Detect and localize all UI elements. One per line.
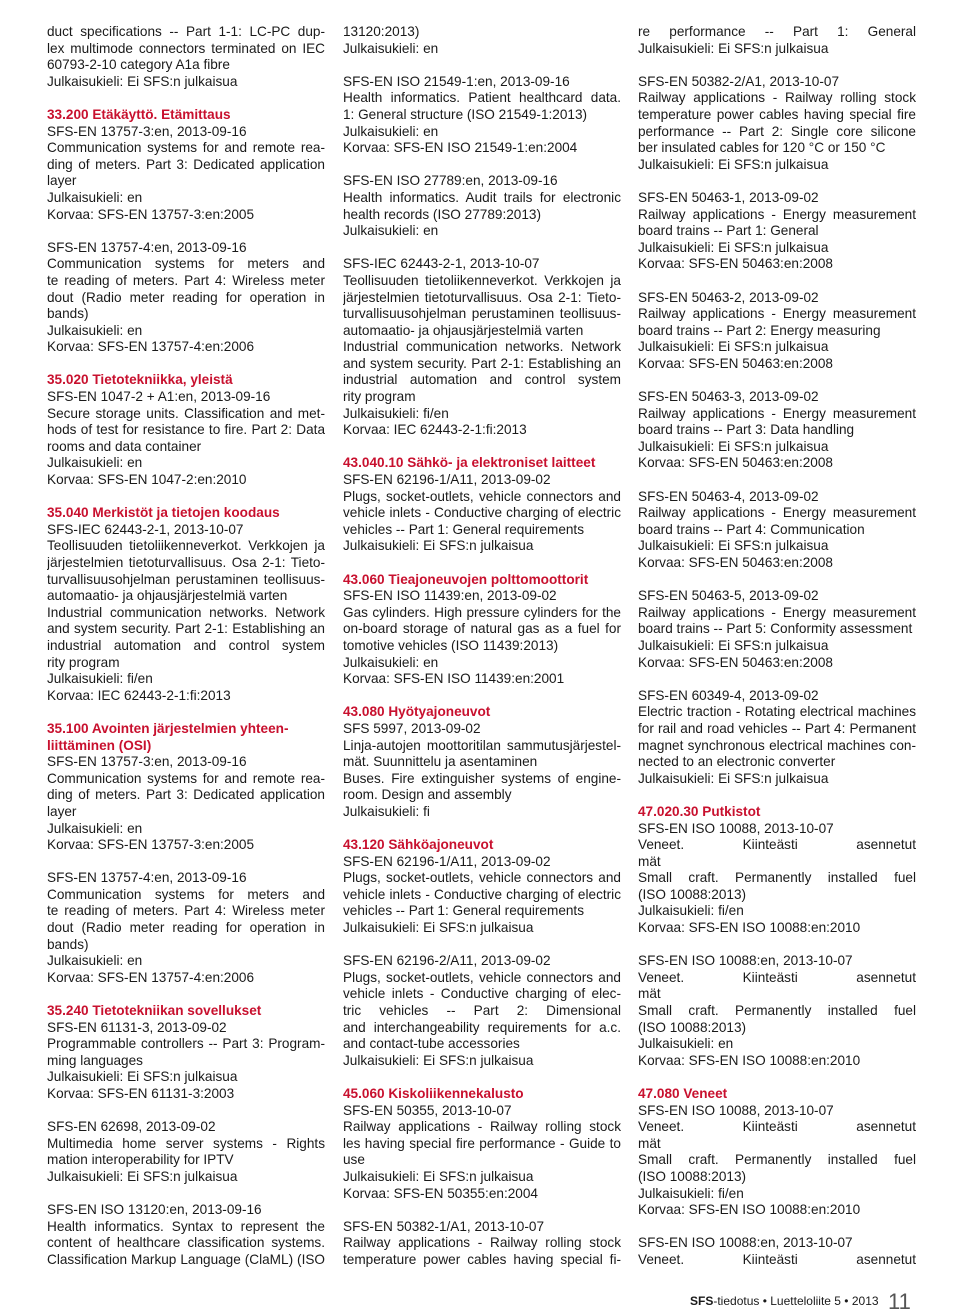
spacer	[638, 937, 916, 954]
text-line: Buses. Fire extinguisher systems of engine-	[343, 770, 621, 786]
text-line: Julkaisukieli: Ei SFS:n julkaisua	[638, 538, 829, 554]
text-line: SFS-EN ISO 10088:en, 2013-10-07	[638, 953, 853, 969]
text-line: SFS-EN 50382-1/A1, 2013-10-07	[343, 1218, 545, 1234]
text-line: turvallisuusohjelman perustaminen teollisuus-	[47, 571, 325, 587]
text-line: SFS-EN ISO 21549-1:en, 2013-09-16	[343, 73, 570, 89]
spacer	[47, 704, 325, 721]
text-line: and system security. Part 2-1: Establishing an	[47, 621, 325, 637]
text-line: automaatio- ja ohjausjärjestelmiä varten	[47, 588, 288, 604]
text-line: Julkaisukieli: en	[343, 223, 439, 239]
text-line: Veneet. Kiinteästi asennetut	[638, 969, 916, 985]
text-line: SFS-EN 1047-2 + A1:en, 2013-09-16	[47, 389, 271, 405]
spacer	[47, 854, 325, 871]
text-line: vehicle inlets - Conductive charging of electric	[343, 886, 621, 902]
spacer	[343, 821, 621, 838]
spacer	[638, 372, 916, 389]
section-heading: 43.080 Hyötyajoneuvot	[343, 704, 491, 720]
text-line: SFS-EN 60349-4, 2013-09-02	[638, 687, 819, 703]
spacer	[47, 1186, 325, 1203]
text-line: Classification Markup Language (ClaML) (ISO	[47, 1251, 325, 1267]
text-line: Julkaisukieli: en	[343, 123, 439, 139]
text-line: bands)	[47, 306, 89, 322]
text-line: Julkaisukieli: Ei SFS:n julkaisua	[47, 73, 238, 89]
text-line: ming languages	[47, 1052, 143, 1068]
text-line: mät	[638, 986, 661, 1002]
text-line: (ISO 10088:2013)	[638, 886, 747, 902]
text-line: SFS-EN ISO 11439:en, 2013-09-02	[343, 588, 557, 604]
text-line: Industrial communication networks. Network	[47, 604, 325, 620]
text-line: (ISO 10088:2013)	[638, 1168, 747, 1184]
text-line: vehicle inlets - Conductive charging of electric	[343, 505, 621, 521]
text-line: vehicles -- Part 1: General requirements	[343, 521, 585, 537]
section-heading: 45.060 Kiskoliikennekalusto	[343, 1086, 524, 1101]
text-line: Julkaisukieli: fi/en	[343, 405, 449, 421]
text-line: ding of meters. Part 3: Dedicated application	[47, 156, 325, 172]
text-line: rooms and data container	[47, 438, 202, 454]
spacer	[343, 57, 621, 74]
text-line: SFS-EN 50463-4, 2013-09-02	[638, 488, 819, 504]
text-line: layer	[47, 173, 77, 189]
section-heading: 43.040.10 Sähkö- ja elektroniset laitteet	[343, 455, 596, 471]
text-line: and interchangeability requirements for a.c.	[343, 1019, 621, 1035]
text-line: SFS-EN ISO 10088, 2013-10-07	[638, 1102, 834, 1118]
footer-bullet: •	[840, 1294, 852, 1308]
text-line: Electric traction - Rotating electrical machines	[638, 704, 916, 720]
text-line: Railway applications - Energy measurement	[638, 306, 916, 322]
footer-brand: SFS	[690, 1294, 714, 1308]
text-line: Julkaisukieli: Ei SFS:n julkaisua	[343, 1052, 534, 1068]
text-line: Julkaisukieli: Ei SFS:n julkaisua	[343, 538, 534, 554]
spacer	[47, 986, 325, 1003]
text-line: Veneet. Kiinteästi asennetut	[638, 1119, 916, 1135]
footer-year: 2013	[851, 1294, 879, 1308]
text-line: Julkaisukieli: Ei SFS:n julkaisua	[638, 770, 829, 786]
spacer	[638, 671, 916, 688]
text-line: and system security. Part 2-1: Establishing an	[343, 355, 621, 371]
text-line: Teollisuuden tietoliikenneverkot. Verkkojen ja	[343, 272, 621, 288]
text-line: Health informatics. Syntax to represent the	[47, 1218, 325, 1234]
text-line: rity program	[47, 654, 120, 670]
text-line: dout (Radio meter reading for operation in	[47, 289, 325, 305]
text-line: Julkaisukieli: fi/en	[638, 903, 744, 919]
spacer	[343, 439, 621, 456]
text-line: Julkaisukieli: fi	[343, 803, 430, 819]
text-line: tric vehicles -- Part 2: Dimensional	[343, 1003, 621, 1019]
text-line: te reading of meters. Part 4: Wireless meter	[47, 272, 325, 288]
text-line: Julkaisukieli: Ei SFS:n julkaisua	[343, 1168, 534, 1184]
text-line: (ISO 10088:2013)	[638, 1019, 747, 1035]
text-line: Small craft. Permanently installed fuel	[638, 1003, 916, 1019]
text-line: Railway applications - Railway rolling stock	[638, 90, 916, 106]
text-line: Julkaisukieli: Ei SFS:n julkaisua	[638, 40, 829, 56]
text-line: temperature power cables having special fi-	[343, 1251, 621, 1267]
text-line: Korvaa: IEC 62443-2-1:fi:2013	[343, 422, 527, 438]
text-line: Korvaa: SFS-EN ISO 10088:en:2010	[638, 1202, 861, 1218]
text-line: järjestelmien tietoturvallisuus. Osa 2-1: Tieto-	[47, 555, 325, 570]
page-footer	[690, 1293, 879, 1309]
text-line: board trains -- Part 2: Energy measuring	[638, 322, 881, 338]
spacer	[47, 356, 325, 373]
text-line: Korvaa: SFS-EN 13757-3:en:2005	[47, 837, 255, 853]
section-heading: 43.120 Sähköajoneuvot	[343, 837, 494, 853]
text-line: Communication systems for and remote rea-	[47, 140, 325, 156]
section-heading: 35.020 Tietotekniikka, yleistä	[47, 372, 233, 388]
text-line: Veneet. Kiinteästi asennetut	[638, 1251, 916, 1267]
text-line: nected to an electronic converter	[638, 754, 836, 770]
text-line: mät. Suunnittelu ja asentaminen	[343, 754, 538, 770]
text-line: SFS-EN 50463-1, 2013-09-02	[638, 189, 819, 205]
text-line: Korvaa: SFS-EN 13757-4:en:2006	[47, 339, 255, 355]
text-line: SFS-EN 50463-5, 2013-09-02	[638, 588, 819, 604]
text-line: Julkaisukieli: en	[47, 322, 143, 338]
text-line: Korvaa: SFS-EN 50463:en:2008	[638, 355, 833, 371]
text-line: Railway applications - Energy measurement	[638, 206, 916, 222]
spacer	[343, 688, 621, 705]
section-heading: 47.020.30 Putkistot	[638, 803, 761, 819]
spacer	[343, 157, 621, 174]
text-line: for rail and road vehicles -- Part 4: Permanent	[638, 720, 916, 736]
text-line: Julkaisukieli: Ei SFS:n julkaisua	[343, 920, 534, 936]
text-line: Julkaisukieli: en	[638, 1036, 734, 1052]
text-line: duct specifications -- Part 1-1: LC-PC dup-	[47, 24, 325, 39]
text-line: SFS-EN 50382-2/A1, 2013-10-07	[638, 73, 840, 89]
text-line: room. Design and assembly	[343, 787, 512, 803]
text-line: ding of meters. Part 3: Dedicated application	[47, 787, 325, 803]
text-line: Korvaa: IEC 62443-2-1:fi:2013	[47, 687, 231, 703]
text-line: SFS-EN 13757-4:en, 2013-09-16	[47, 870, 247, 886]
text-line: ber insulated cables for 120 °C or 150 °C	[638, 140, 886, 156]
spacer	[638, 472, 916, 489]
text-line: board trains -- Part 1: General	[638, 223, 819, 239]
text-line: hods of test for resistance to fire. Part 2: Data	[47, 422, 325, 438]
text-line: use	[343, 1152, 365, 1168]
page-number: 11	[888, 1289, 911, 1314]
text-line: layer	[47, 803, 77, 819]
spacer	[638, 787, 916, 804]
text-line: Korvaa: SFS-EN 50463:en:2008	[638, 654, 833, 670]
section-heading: 35.040 Merkistöt ja tietojen koodaus	[47, 505, 280, 521]
text-line: les having special fire performance - Guide to	[343, 1135, 621, 1151]
text-line: health records (ISO 27789:2013)	[343, 206, 541, 222]
spacer	[343, 1202, 621, 1219]
text-line: SFS-EN ISO 13120:en, 2013-09-16	[47, 1202, 262, 1218]
spacer	[638, 1219, 916, 1236]
text-line: Linja-autojen moottoritilan sammutusjärjestel-	[343, 737, 621, 753]
text-line: re performance -- Part 1: General	[638, 24, 916, 39]
text-line: industrial automation and control system	[47, 637, 325, 653]
spacer	[47, 1103, 325, 1120]
text-line: rity program	[343, 389, 416, 405]
section-heading: 47.080 Veneet	[638, 1086, 728, 1101]
text-line: SFS-EN ISO 10088:en, 2013-10-07	[638, 1235, 853, 1251]
text-line: 13120:2013)	[343, 24, 420, 39]
text-line: dout (Radio meter reading for operation in	[47, 920, 325, 936]
text-line: Julkaisukieli: Ei SFS:n julkaisua	[47, 1069, 238, 1085]
text-line: Teollisuuden tietoliikenneverkot. Verkkojen ja	[47, 538, 325, 554]
text-line: Railway applications - Railway rolling stock	[343, 1235, 621, 1251]
text-line: SFS-IEC 62443-2-1, 2013-10-07	[343, 256, 540, 272]
text-line: 1: General structure (ISO 21549-1:2013)	[343, 106, 588, 122]
footer-bullet: •	[759, 1294, 771, 1308]
text-line: on-board storage of natural gas as a fuel for	[343, 621, 621, 637]
text-line: lex multimode connectors terminated on IEC	[47, 40, 325, 56]
text-line: Julkaisukieli: Ei SFS:n julkaisua	[638, 438, 829, 454]
text-line: SFS-EN 61131-3, 2013-09-02	[47, 1019, 227, 1035]
text-line: Julkaisukieli: Ei SFS:n julkaisua	[638, 156, 829, 172]
text-line: Julkaisukieli: fi/en	[47, 671, 153, 687]
text-line: turvallisuusohjelman perustaminen teollisuus-	[343, 306, 621, 322]
text-line: järjestelmien tietoturvallisuus. Osa 2-1: Tieto-	[343, 289, 621, 305]
text-line: Korvaa: SFS-EN 13757-3:en:2005	[47, 206, 255, 222]
text-line: and contact-tube accessories	[343, 1036, 520, 1052]
text-line: te reading of meters. Part 4: Wireless meter	[47, 903, 325, 919]
text-line: SFS-EN 13757-3:en, 2013-09-16	[47, 754, 247, 770]
text-line: Multimedia home server systems - Rights	[47, 1135, 325, 1151]
text-line: SFS-EN 13757-3:en, 2013-09-16	[47, 123, 247, 139]
text-line: Railway applications - Energy measurement	[638, 505, 916, 521]
text-line: Small craft. Permanently installed fuel	[638, 870, 916, 886]
text-line: SFS-EN 50463-2, 2013-09-02	[638, 289, 819, 305]
text-line: Railway applications - Energy measurement	[638, 604, 916, 620]
text-line: Julkaisukieli: Ei SFS:n julkaisua	[638, 339, 829, 355]
text-line: Secure storage units. Classification and met-	[47, 405, 325, 421]
text-line: Industrial communication networks. Network	[343, 339, 621, 355]
text-line: Korvaa: SFS-EN 50355:en:2004	[343, 1185, 538, 1201]
text-line: Railway applications - Railway rolling stock	[343, 1119, 621, 1135]
spacer	[343, 1069, 621, 1086]
section-heading: liittäminen (OSI)	[47, 737, 152, 753]
text-line: vehicles -- Part 1: General requirements	[343, 903, 585, 919]
column-3	[638, 24, 916, 1269]
text-line: Plugs, socket-outlets, vehicle connectors and	[343, 870, 621, 886]
spacer	[638, 273, 916, 290]
text-line: Health informatics. Patient healthcard data.	[343, 90, 621, 106]
spacer	[343, 555, 621, 572]
text-line: content of healthcare classification systems.	[47, 1235, 325, 1251]
text-line: 60793-2-10 category A1a fibre	[47, 57, 230, 73]
text-line: Julkaisukieli: fi/en	[638, 1185, 744, 1201]
spacer	[638, 57, 916, 74]
text-line: SFS-EN 13757-4:en, 2013-09-16	[47, 239, 247, 255]
text-line: Korvaa: SFS-EN 13757-4:en:2006	[47, 969, 255, 985]
text-line: Gas cylinders. High pressure cylinders for the	[343, 604, 621, 620]
spacer	[343, 937, 621, 954]
text-line: Julkaisukieli: Ei SFS:n julkaisua	[638, 637, 829, 653]
text-line: Julkaisukieli: en	[47, 820, 143, 836]
text-line: mation interoperability for IPTV	[47, 1152, 234, 1168]
text-line: Railway applications - Energy measurement	[638, 405, 916, 421]
text-line: Julkaisukieli: Ei SFS:n julkaisua	[638, 239, 829, 255]
section-heading: 35.100 Avointen järjestelmien yhteen-	[47, 720, 289, 736]
text-line: mät	[638, 853, 661, 869]
text-line: Korvaa: SFS-EN 50463:en:2008	[638, 256, 833, 272]
text-line: tomotive vehicles (ISO 11439:2013)	[343, 637, 559, 653]
text-line: Korvaa: SFS-EN ISO 11439:en:2001	[343, 671, 565, 687]
text-line: Korvaa: SFS-EN ISO 10088:en:2010	[638, 920, 861, 936]
text-line: industrial automation and control system	[343, 372, 621, 388]
spacer	[47, 489, 325, 506]
text-line: Communication systems for meters and	[47, 886, 325, 902]
footer-brand-suffix: -tiedotus	[713, 1294, 760, 1308]
text-line: mät	[638, 1135, 661, 1151]
text-line: Julkaisukieli: en	[343, 654, 439, 670]
text-line: SFS-EN 62196-1/A11, 2013-09-02	[343, 853, 551, 869]
text-line: bands)	[47, 936, 89, 952]
text-line: Julkaisukieli: en	[47, 455, 143, 471]
text-line: SFS-EN ISO 27789:en, 2013-09-16	[343, 173, 558, 189]
text-line: Korvaa: SFS-EN 50463:en:2008	[638, 455, 833, 471]
text-line: SFS-EN 50463-3, 2013-09-02	[638, 389, 819, 405]
text-line: Julkaisukieli: en	[47, 953, 143, 969]
text-line: board trains -- Part 4: Communication	[638, 521, 865, 537]
text-line: Communication systems for and remote rea-	[47, 770, 325, 786]
text-line: magnet synchronous electrical machines con-	[638, 737, 916, 753]
text-line: Korvaa: SFS-EN 50463:en:2008	[638, 555, 833, 570]
text-line: SFS-EN ISO 10088, 2013-10-07	[638, 820, 834, 836]
text-line: automaatio- ja ohjausjärjestelmiä varten	[343, 322, 584, 338]
text-line: Julkaisukieli: en	[343, 40, 439, 56]
text-line: Veneet. Kiinteästi asennetut	[638, 837, 916, 853]
text-line: performance -- Part 2: Single core silicone	[638, 123, 916, 139]
text-line: Programmable controllers -- Part 3: Program-	[47, 1036, 325, 1052]
footer-title: Luetteloliite 5	[770, 1294, 841, 1308]
text-line: Julkaisukieli: Ei SFS:n julkaisua	[47, 1168, 238, 1184]
text-line: SFS-EN 62196-1/A11, 2013-09-02	[343, 472, 551, 488]
text-line: SFS-EN 50355, 2013-10-07	[343, 1102, 512, 1118]
text-line: Health informatics. Audit trails for electronic	[343, 189, 621, 205]
text-line: temperature power cables having special fire	[638, 106, 916, 122]
spacer	[343, 240, 621, 257]
text-line: Julkaisukieli: en	[47, 189, 143, 205]
text-line: vehicle inlets - Conductive charging of elec-	[343, 986, 621, 1002]
text-line: Communication systems for meters and	[47, 256, 325, 272]
text-line: SFS-IEC 62443-2-1, 2013-10-07	[47, 521, 244, 537]
spacer	[638, 173, 916, 190]
text-line: Plugs, socket-outlets, vehicle connectors and	[343, 969, 621, 985]
text-line: board trains -- Part 3: Data handling	[638, 422, 855, 438]
text-line: SFS-EN 62698, 2013-09-02	[47, 1119, 216, 1135]
spacer	[638, 1069, 916, 1086]
section-heading: 35.240 Tietotekniikan sovellukset	[47, 1003, 262, 1019]
text-line: SFS-EN 62196-2/A11, 2013-09-02	[343, 953, 551, 969]
spacer	[638, 572, 916, 589]
text-line: board trains -- Part 5: Conformity assessment	[638, 621, 913, 637]
text-line: Korvaa: SFS-EN 61131-3:2003	[47, 1086, 235, 1101]
section-heading: 43.060 Tieajoneuvojen polttomoottorit	[343, 571, 589, 587]
text-line: Korvaa: SFS-EN ISO 10088:en:2010	[638, 1052, 861, 1068]
text-line: Plugs, socket-outlets, vehicle connectors and	[343, 488, 621, 504]
column-2	[343, 24, 621, 1269]
text-line: Korvaa: SFS-EN 1047-2:en:2010	[47, 472, 247, 488]
spacer	[47, 90, 325, 107]
text-line: Korvaa: SFS-EN ISO 21549-1:en:2004	[343, 140, 578, 156]
spacer	[47, 223, 325, 240]
section-heading: 33.200 Etäkäyttö. Etämittaus	[47, 106, 231, 122]
text-line: SFS 5997, 2013-09-02	[343, 720, 481, 736]
column-1	[47, 24, 325, 1269]
text-line: Small craft. Permanently installed fuel	[638, 1152, 916, 1168]
